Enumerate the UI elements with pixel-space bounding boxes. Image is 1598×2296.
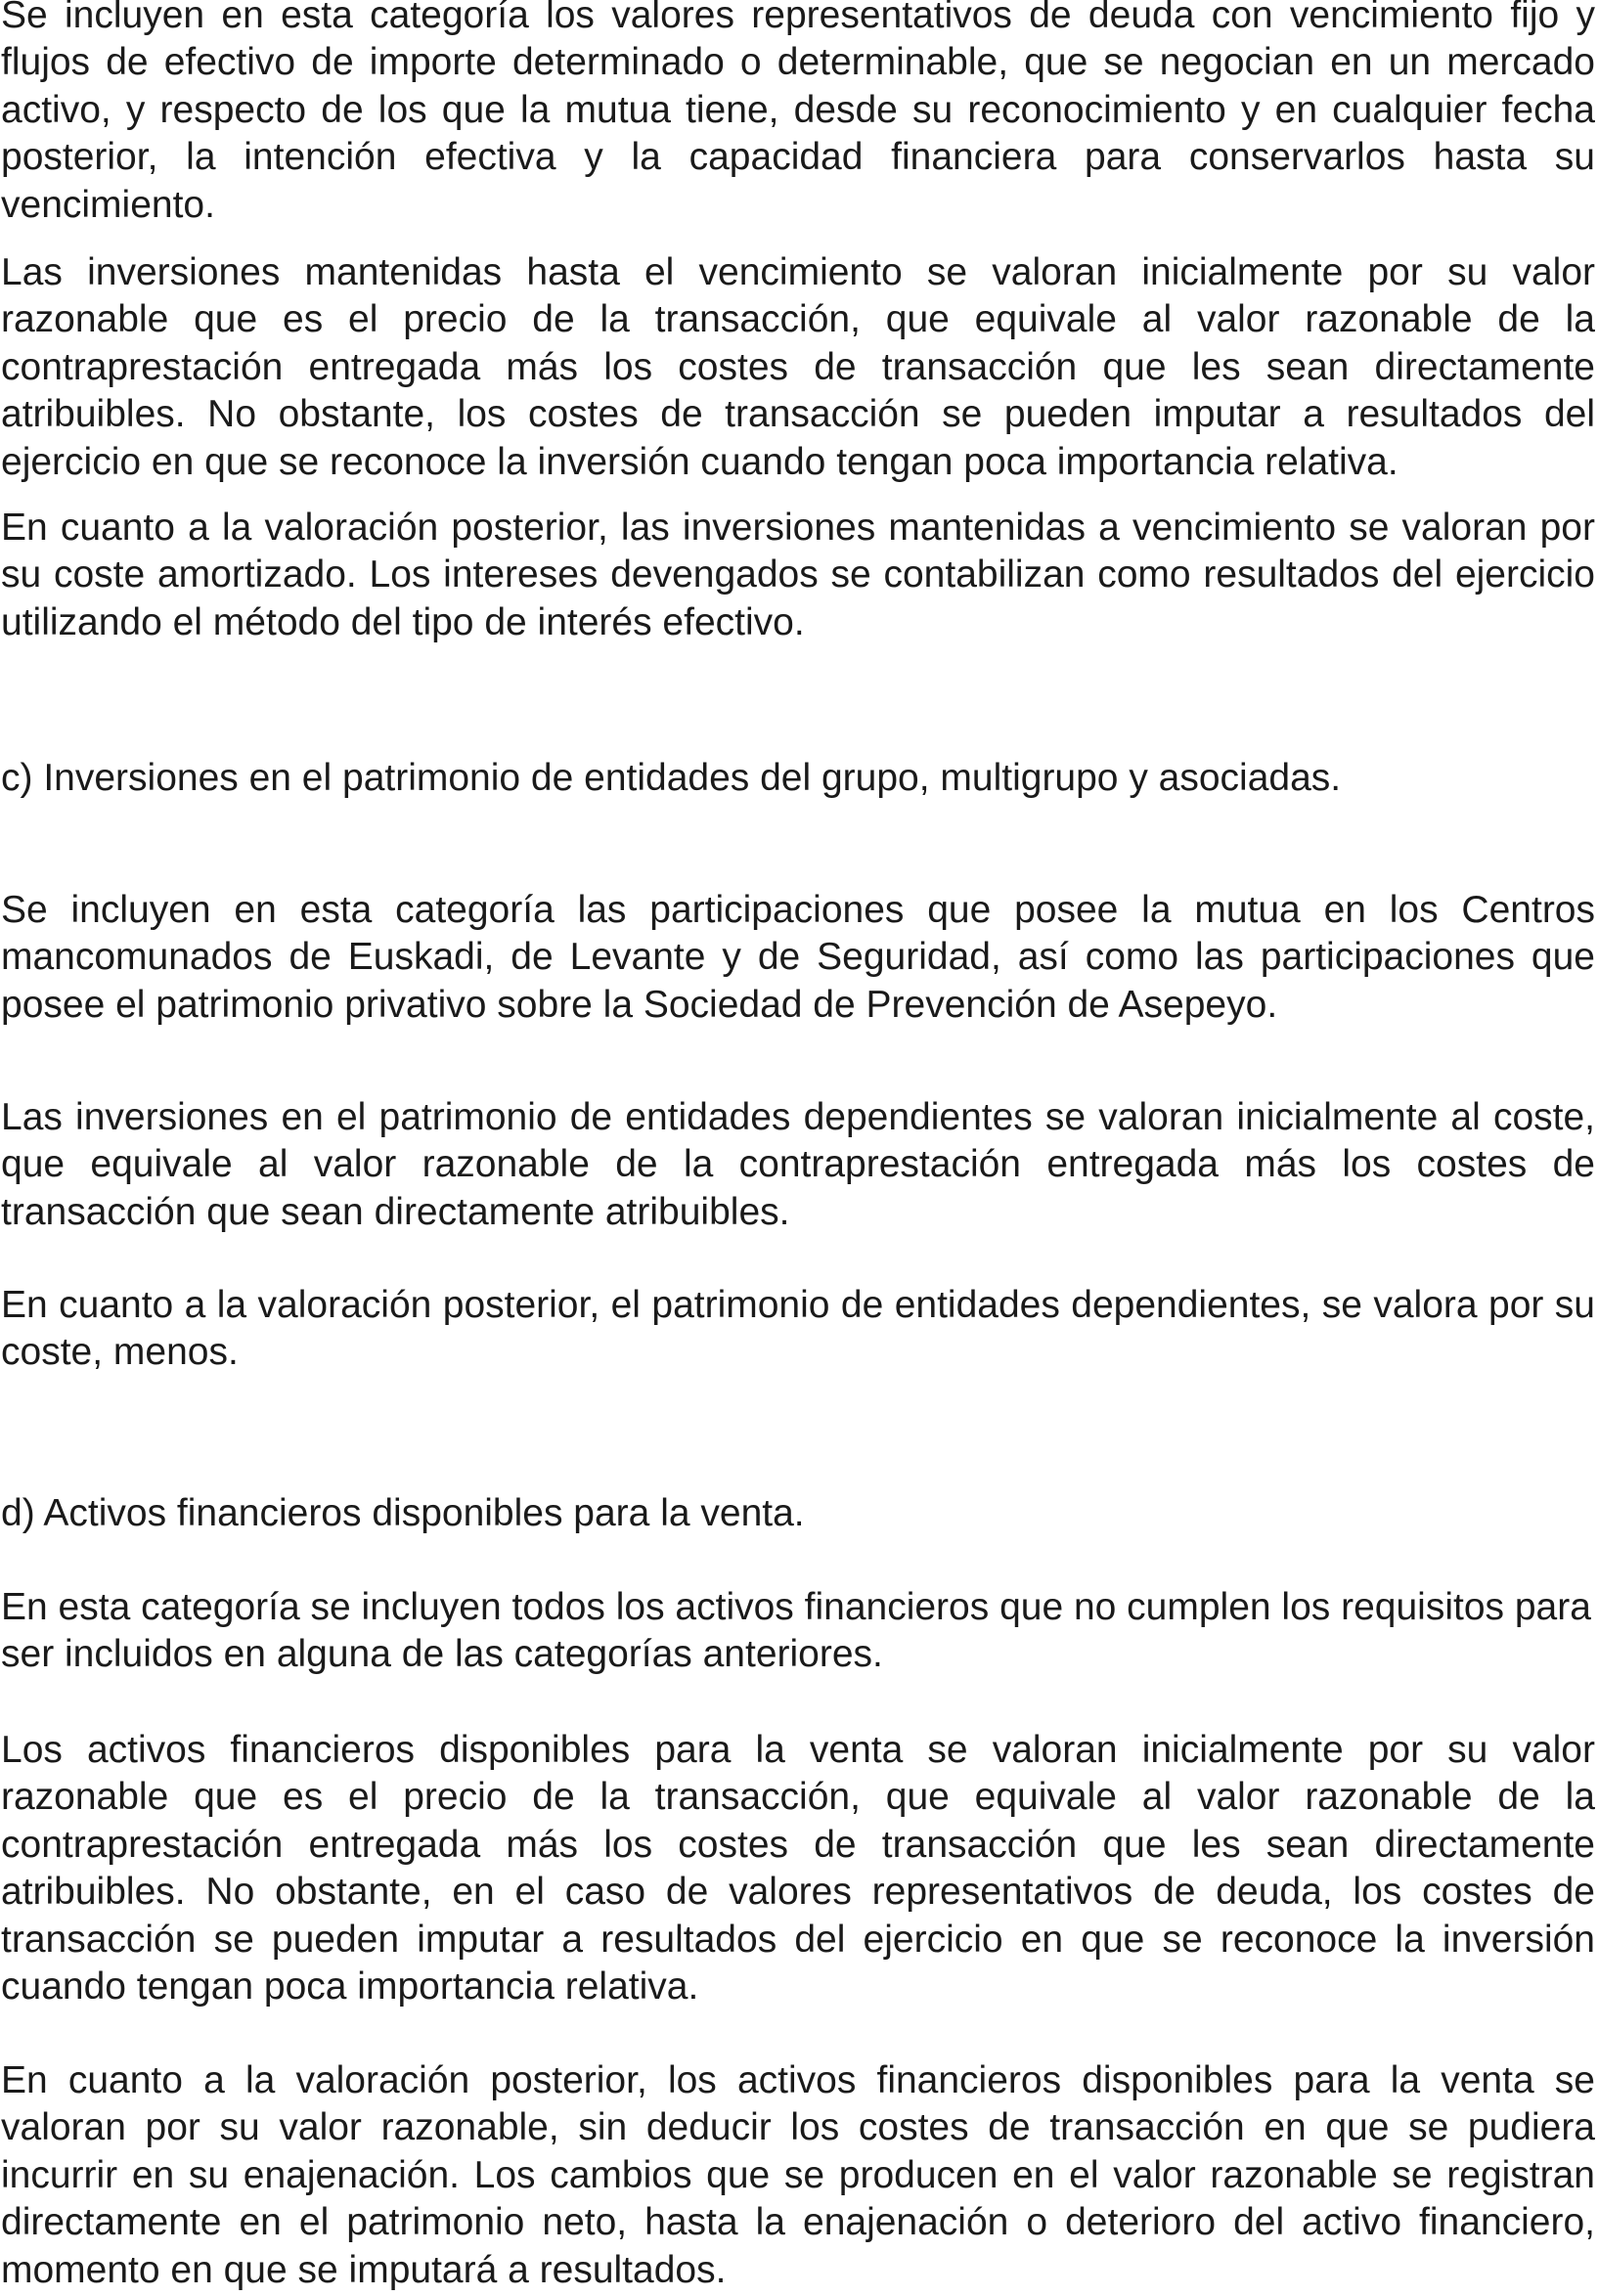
- section-heading-d: d) Activos financieros disponibles para la venta.: [1, 1492, 805, 1534]
- paragraph-available-for-sale-definition: En esta categoría se incluyen todos los activos financieros que no cumplen los requisitos para ser incluidos en alguna de las categorías anteriores.: [1, 1586, 1591, 1676]
- paragraph-held-to-maturity-definition: Se incluyen en esta categoría los valores representativos de deuda con vencimiento fijo y flujos de efectivo de importe determinado o determinable, que se negocian en un mercado activo, y respecto de los que la mutua tiene, desde su reconocimiento y en cualquier fecha posterior, la intención efectiva y la capacidad financiera para conservarlos hasta su vencimiento.: [1, 0, 1595, 226]
- paragraph-group-entities-initial-valuation: Las inversiones en el patrimonio de entidades dependientes se valoran inicialmente al coste, que equivale al valor razonable de la contraprestación entregada más los costes de transacción que sean directamente atribuibles.: [1, 1096, 1595, 1233]
- paragraph-held-to-maturity-subsequent-valuation: En cuanto a la valoración posterior, las inversiones mantenidas a vencimiento se valoran por su coste amortizado. Los intereses devengados se contabilizan como resultados del ejercicio utilizando el método del tipo de interés efectivo.: [1, 507, 1595, 643]
- paragraph-group-entities-definition: Se incluyen en esta categoría las participaciones que posee la mutua en los Centros mancomunados de Euskadi, de Levante y de Seguridad, así como las participaciones que posee el patrimonio privativo sobre la Sociedad de Prevención de Asepeyo.: [1, 889, 1595, 1026]
- section-heading-c: c) Inversiones en el patrimonio de entidades del grupo, multigrupo y asociadas.: [1, 757, 1342, 799]
- paragraph-available-for-sale-subsequent-valuation: En cuanto a la valoración posterior, los activos financieros disponibles para la venta se valoran por su valor razonable, sin deducir los costes de transacción en que se pudiera incurrir en su enajenación. Los cambios que se producen en el valor razonable se registran directamente en el patrimonio neto, hasta la enajenación o deterioro del activo financiero, momento en que se imputará a resultados.: [1, 2059, 1595, 2291]
- paragraph-group-entities-subsequent-valuation: En cuanto a la valoración posterior, el patrimonio de entidades dependientes, se valora por su coste, menos.: [1, 1284, 1595, 1374]
- paragraph-held-to-maturity-initial-valuation: Las inversiones mantenidas hasta el vencimiento se valoran inicialmente por su valor razonable que es el precio de la transacción, que equivale al valor razonable de la contraprestación entregada más los costes de transacción que les sean directamente atribuibles. No obstante, los costes de transacción se pueden imputar a resultados del ejercicio en que se reconoce la inversión cuando tengan poca importancia relativa.: [1, 251, 1595, 483]
- paragraph-available-for-sale-initial-valuation: Los activos financieros disponibles para la venta se valoran inicialmente por su valor razonable que es el precio de la transacción, que equivale al valor razonable de la contraprestación entregada más los costes de transacción que les sean directamente atribuibles. No obstante, en el caso de valores representativos de deuda, los costes de transacción se pueden imputar a resultados del ejercicio en que se reconoce la inversión cuando tengan poca importancia relativa.: [1, 1729, 1595, 2009]
